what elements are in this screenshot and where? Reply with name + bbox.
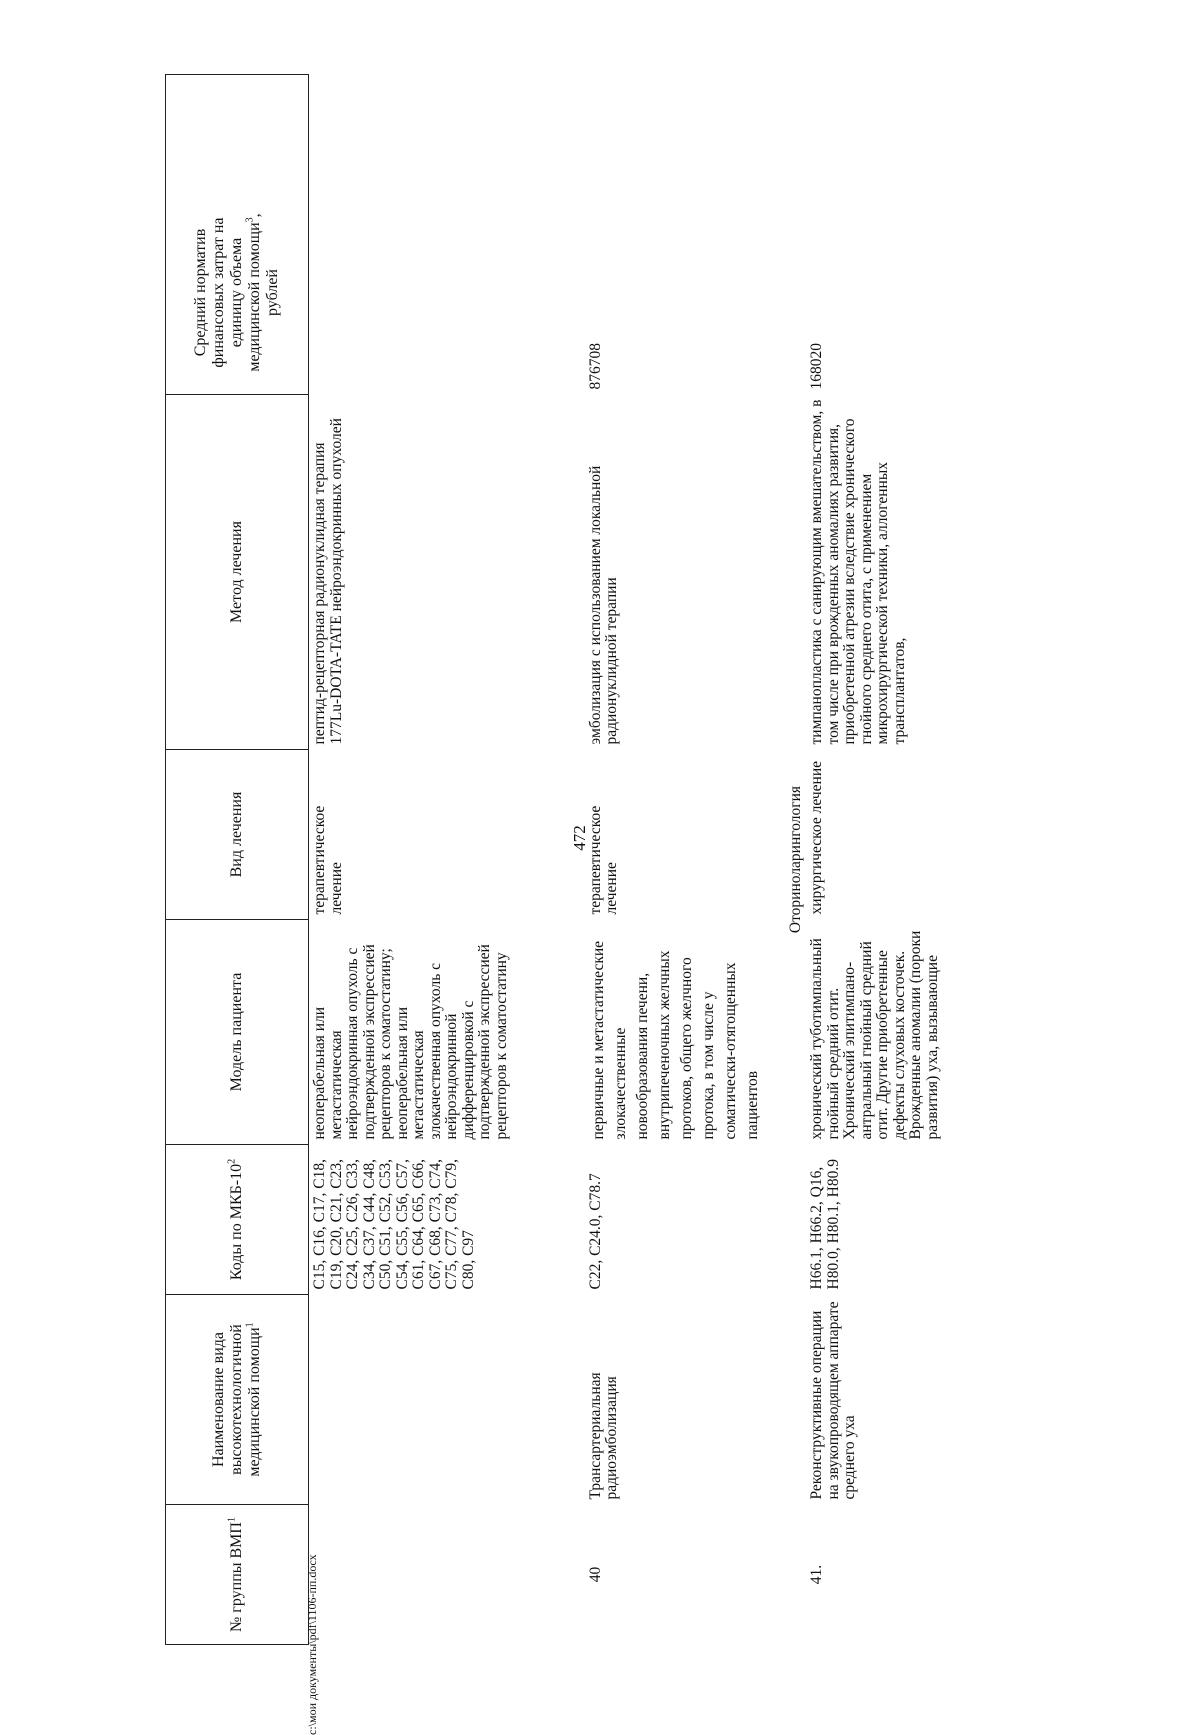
section-row [785,75,807,1645]
icd-codes: C22, C24.0, C78.7 [586,1173,604,1290]
cost-norm: 876708 [586,343,604,390]
header-cell: Модель пациента [166,920,309,1145]
table-header-row [166,75,309,1645]
rotated-table-container [165,75,1145,1645]
header-cell: Наименование вида высокотехнологичной медицинской помощи$^1$ [166,1295,309,1505]
header-cell: № группы ВМП$^1$ [166,1505,309,1645]
patient-model: хронический туботимпальный гнойный средний отит. Хронический эпитимпано-антральный гнойный средний отит. Другие приобретенные дефекты слуховых косточек. Врожденные аномалии (пороки развития) уха, вызывающие [808,930,941,1140]
header-cell: Вид лечения [166,750,309,920]
icd-codes: H66.1, H66.2, Q16, H80.0, H80.1, H80.9 [808,1159,842,1290]
treatment-method: пептид-рецепторная радионуклидная терапия 177Lu-DOTA-TATE нейроэндокринных опухолей [311,418,345,745]
header-cell: Коды по МКБ-$10^2$ [166,1145,309,1295]
table-row [585,75,785,1645]
table-row [806,75,986,1645]
patient-model: неоперабельная или метастатическая нейроэндокринная опухоль с подтвержденной экспрессией рецепторов к соматостатину; неоперабельная или метастатическая злокачественная опухоль с нейроэндокринной дифференцировкой с подтвержденной экспрессией рецепторов к соматостатину [311,944,510,1140]
vmp-name: Реконструктивные операции на звукопроводящем аппарате среднего уха [808,1301,858,1500]
treatment-type: терапевтическое лечение [311,805,345,915]
page-number: 472 [570,825,589,851]
section-title: Оториноларингология [786,785,804,934]
vmp-table [165,74,986,1645]
group-number: 41. [808,1564,825,1585]
treatment-method: тимпанопластика с санирующим вмешательством, в том числе при врожденных аномалиях развития, приобретенной атрезии вследствие хронического гнойного среднего отита, с применением микрохирургической техники, аллогенных трансплантатов, [808,399,908,745]
treatment-type: хирургическое лечение [808,761,825,915]
header-cell: Средний норматив финансовых затрат на единицу объема медицинской помощи$^3$, рублей [166,75,309,395]
group-number [309,1505,585,1645]
treatment-type: терапевтическое лечение [586,805,620,915]
footer-file-path: c:\мои документы\pdf\1106-пп.docx [305,1554,319,1735]
vmp-name [309,1295,585,1505]
cost-norm: 168020 [808,343,825,390]
cost-norm [309,75,585,395]
icd-codes: C15, C16, C17, C18, C19, C20, C21, C23, C24, C25, C26, C33, C34, C37, C44, C48, C50, C51, C52, C53, C54, C55, C56, C57, C61, C64, C65, C66, C67, C68, C73, C74, C75, C77, C78, C79, C80, C97 [311,1159,477,1290]
header-cell: Метод лечения [166,395,309,750]
group-number: 40 [586,1566,604,1583]
table-row [309,75,585,1645]
vmp-name: Трансартериальная радиоэмболизация [586,1372,620,1500]
patient-model: первичные и метастатические злокачественные новообразования печени, внутрипеченочных желчных протоков, общего желчного протока, в том числе у соматически-отягощенных пациентов [589,940,761,1140]
treatment-method: эмболизация с использованием локальной радионуклидной терапии [586,465,620,745]
